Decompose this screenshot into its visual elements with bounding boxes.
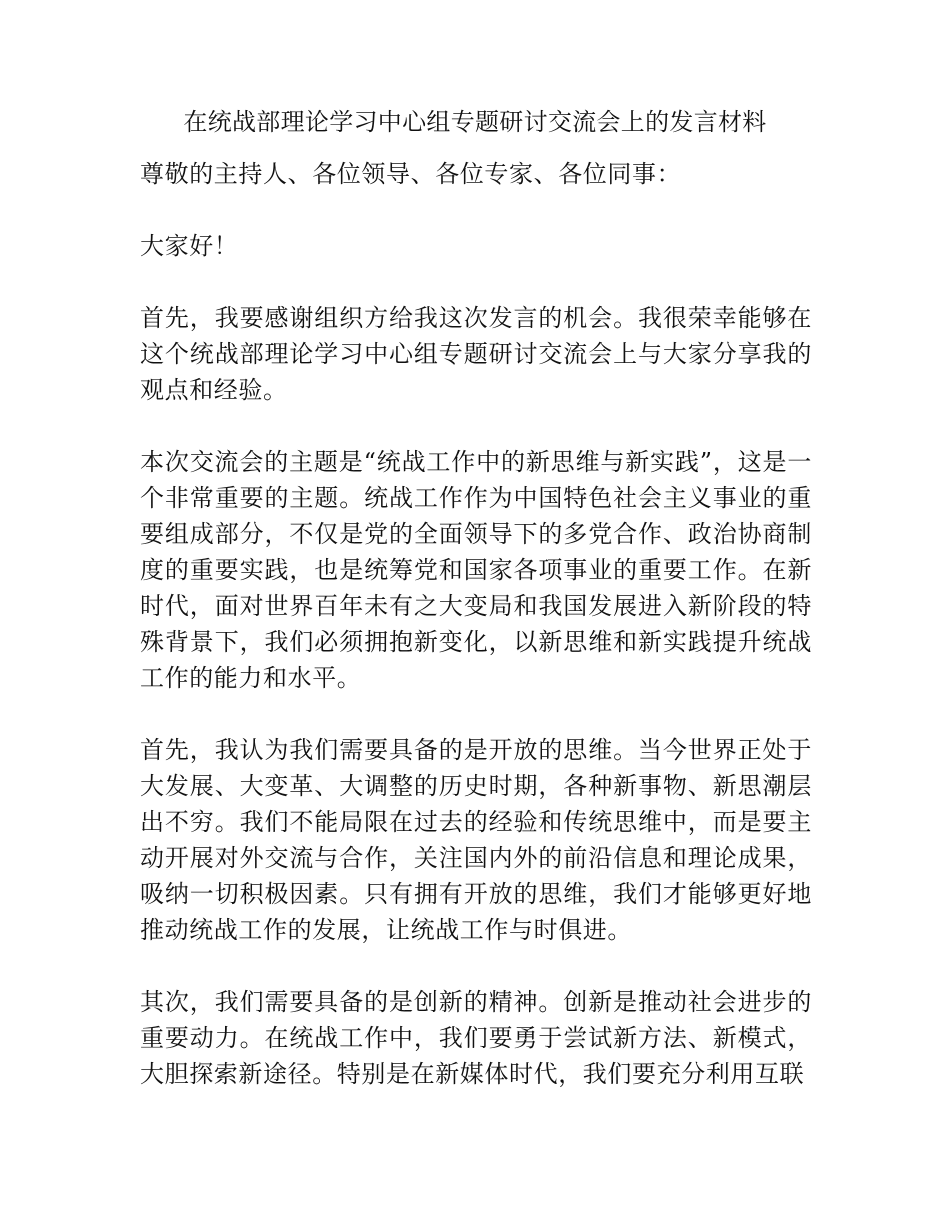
body-paragraph: 首先，我要感谢组织方给我这次发言的机会。我很荣幸能够在这个统战部理论学习中心组专题研讨交流会上与大家分享我的观点和经验。	[140, 304, 812, 404]
body-paragraph: 首先，我认为我们需要具备的是开放的思维。当今世界正处于大发展、大变革、大调整的历史时期，各种新事物、新思潮层出不穷。我们不能局限在过去的经验和传统思维中，而是要主动开展对外交流与合作，关注国内外的前沿信息和理论成果，吸纳一切积极因素。只有拥有开放的思维，我们才能够更好地推动统战工作的发展，让统战工作与时俱进。	[140, 736, 812, 944]
body-paragraph: 其次，我们需要具备的是创新的精神。创新是推动社会进步的重要动力。在统战工作中，我们要勇于尝试新方法、新模式，大胆探索新途径。特别是在新媒体时代，我们要充分利用互联	[140, 988, 812, 1088]
body-paragraph: 本次交流会的主题是“统战工作中的新思维与新实践”，这是一个非常重要的主题。统战工作作为中国特色社会主义事业的重要组成部分，不仅是党的全面领导下的多党合作、政治协商制度的重要实践，也是统筹党和国家各项事业的重要工作。在新时代，面对世界百年未有之大变局和我国发展进入新阶段的特殊背景下，我们必须拥抱新变化，以新思维和新实践提升统战工作的能力和水平。	[140, 448, 812, 692]
salutation-paragraph: 尊敬的主持人、各位领导、各位专家、各位同事：	[140, 160, 682, 188]
document-title: 在统战部理论学习中心组专题研讨交流会上的发言材料	[183, 108, 767, 136]
document-body	[140, 156, 812, 1128]
greeting-paragraph: 大家好！	[140, 232, 239, 260]
